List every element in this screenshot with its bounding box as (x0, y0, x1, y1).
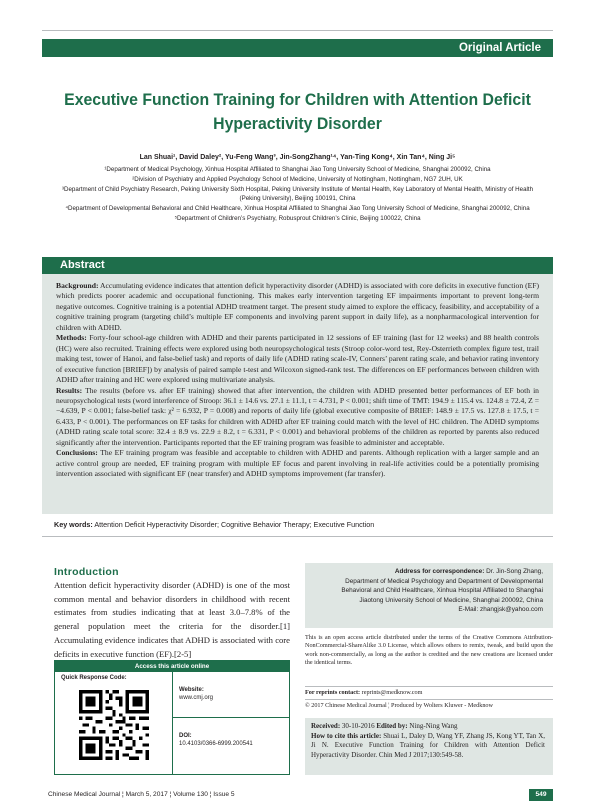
abstract-background (56, 281, 539, 333)
correspondence-header (313, 567, 543, 577)
qr-label: Quick Response Code: (61, 675, 127, 681)
affiliation-3: ³Department of Child Psychiatry Research, Peking University Sixth Hospital, Peking University Institute of Mental Health, Key Laboratory of Mental Health, Ministry of Health (Peking University), Beijing 100191, China (61, 185, 534, 203)
website-cell (173, 672, 289, 718)
keywords-label: Key words: (54, 520, 93, 529)
cite-line (311, 732, 545, 761)
cite-text: Shuai L, Daley D, Wang YF, Zhang JS, Kong YT, Tan X, Ji N. Executive Function Training for Children with Attention Deficit Hyperactivity Disorder. Chin Med J 2017;130:549-58. (311, 731, 546, 760)
page-footer (42, 789, 553, 801)
abstract-results (56, 386, 539, 449)
affiliation-2: ²Division of Psychiatry and Applied Psychology School of Medicine, University of Nottingham, Nottingham, NG7 2UH, UK (132, 175, 463, 183)
author-list: Lan Shuai¹, David Daley², Yu-Feng Wang³, Jin-SongZhang¹⁴, Yan-Ting Kong⁴, Xin Tan⁴, Ning Ji⁵ (139, 154, 456, 161)
received-line (311, 722, 545, 732)
access-online-header: Access this article online (55, 661, 289, 672)
keywords-divider (42, 536, 553, 537)
top-rule (42, 30, 553, 31)
correspondence-label: Address for correspondence: (394, 568, 485, 575)
access-online-box (54, 660, 290, 775)
introduction-text: Attention deficit hyperactivity disorder (ADHD) is one of the most common mental and behavior disorders in childhood with recent estimates from studies indicating that at least 3.0–7.8% of the general population meet the criteria for the disorder.[1] Accumulating evidence indicates that ADHD is associated with core deficits in executive function (EF).[2-5] (54, 580, 290, 659)
received-box (305, 718, 553, 775)
received-label: Received: (311, 722, 341, 730)
keywords (54, 520, 549, 530)
article-type-banner (42, 39, 553, 57)
background-text: Accumulating evidence indicates that attention deficit hyperactivity disorder (ADHD) is associated with core deficits in executive function (EF) which predicts poorer academic and occupational functioning. This makes early intervention targeting EF impairments important to prevent long-term negative outcomes. Cognitive training is a potential ADHD treatment target. The present study aimed to explore the efficacy, feasibility, and acceptability of a cognitive training program (targeting child’s multiple EF components and involving parent support in daily life), as a nonpharmacological intervention for children with ADHD. (56, 281, 539, 332)
conclusions-text: The EF training program was feasible and acceptable to children with ADHD and parents. Although replication with a larger sample and an active control group are needed, EF training program with multiple EF focus and parent involving in real-life activities could be a potentially promising intervention associated with significant EF (near transfer) and ADHD symptoms improvement (far transfer). (56, 448, 539, 479)
qr-cell (55, 672, 173, 775)
keywords-text: Attention Deficit Hyperactivity Disorder; Cognitive Behavior Therapy; Executive Function (94, 520, 375, 529)
results-label: Results: (56, 385, 83, 395)
correspondence-line-3: Jiaotong University School of Medicine, Shanghai 200092, China (359, 596, 543, 604)
reprints-line (305, 689, 422, 697)
copyright-divider (305, 699, 553, 700)
abstract-header (42, 257, 553, 274)
conclusions-label: Conclusions: (56, 448, 98, 458)
edited-label: Edited by: (376, 722, 408, 730)
abstract-methods (56, 333, 539, 385)
affiliation-4: ⁴Department of Developmental Behavioral and Child Healthcare, Xinhua Hospital Affiliated to Shanghai Jiao Tong University School of Medicine, Shanghai 200092, China (65, 205, 530, 213)
methods-text: Forty-four school-age children with ADHD and their parents participated in 12 sessions of EF training (last for 12 weeks) and 88 health controls (HC) were also recruited. Training effects were explored using both neuropsychological tests (Stroop color-word test, Rey-Osterrieth complex figure test, trail making test, tower of Hanoi, and false-belief task) and reports of daily life (ADHD rating scale-IV, Conners’ parent rating scale, and behavior rating inventory of executive function [BRIEF]) by analysis of paired sample t-test and Wilcoxon signed-rank test. The differences on EF performances between children with ADHD after training and HC were explored using multivariate analysis. (56, 333, 539, 385)
page-number: 549 (529, 789, 553, 801)
correspondence-line-2: Behavioral and Child Healthcare, Xinhua Hospital Affiliated to Shanghai (341, 587, 543, 595)
access-online-grid (55, 672, 289, 775)
access-info-cells (173, 672, 289, 775)
reprints-email[interactable]: reprints@medknow.com (361, 689, 423, 696)
abstract-conclusions (56, 448, 539, 479)
introduction-heading: Introduction (54, 566, 119, 578)
affiliations (58, 165, 537, 224)
article-type-label: Original Article (458, 42, 541, 54)
license-divider (305, 686, 553, 687)
reprints-label: For reprints contact: (305, 689, 361, 696)
footer-citation: Chinese Medical Journal ¦ March 5, 2017 ¦ Volume 130 ¦ Issue 5 (48, 791, 235, 798)
license-text: This is an open access article distributed under the terms of the Creative Commons Attribution-NonCommercial-ShareAlike 3.0 License, which allows others to remix, tweak, and build upon the work non-commercially, as long as the author is credited and the new creations are licensed under the identical terms. (305, 634, 553, 667)
affiliation-5: ⁵Department of Children’s Psychiatry, Robusprout Children’s Clinic, Beijing 100022, China (174, 214, 421, 222)
article-title: Executive Function Training for Children with Attention Deficit Hyperactivity Disorder (64, 90, 531, 133)
copyright-line: © 2017 Chinese Medical Journal ¦ Produced by Wolters Kluwer - Medknow (305, 702, 493, 709)
results-text: The results (before vs. after EF training) showed that after intervention, the children with ADHD presented better performances of EF both in neuropsychological tests (word interference of Stroop: 36.1 ± 14.6 vs. 27.1 ± 11.1, t = 4.731, P < 0.001; shift time of TMT: 194.9 ± 115.4 vs. 124.8 ± 72.4, Z = −4.639, P < 0.001; false-belief task: χ² = 6.932, P = 0.008) and reports of daily life (global executive composite of BRIEF: 148.9 ± 17.5 vs. 127.8 ± 17.5, t = 6.433, P < 0.001). The performances on EF tasks for children with ADHD after EF training could match with the level of HC children. The ADHD symptoms (ADHD rating scale total score: 32.4 ± 8.9 vs. 22.9 ± 8.2, t = 6.331, P < 0.001) and behavioral problems of the children as reported by parents also reduced significantly after the intervention. Participants reported that the EF training program was feasible to administer and acceptable. (56, 385, 539, 447)
website-link[interactable]: www.cmj.org (179, 695, 214, 701)
doi-link[interactable]: 10.4103/0366-6999.200541 (179, 741, 253, 747)
correspondence-line-1: Department of Medical Psychology and Department of Developmental (345, 577, 543, 585)
abstract-body (42, 274, 553, 514)
correspondence-email[interactable]: E-Mail: zhangjsk@yahoo.com (458, 606, 543, 614)
correspondence-name: Dr. Jin-Song Zhang, (486, 568, 543, 575)
website-label: Website: (179, 687, 204, 693)
qr-code-icon[interactable] (79, 690, 149, 760)
doi-cell (173, 718, 289, 775)
background-label: Background: (56, 281, 99, 290)
affiliation-1: ¹Department of Medical Psychology, Xinhua Hospital Affiliated to Shanghai Jiao Tong University School of Medicine, Shanghai 200092, China (104, 166, 491, 173)
cite-label: How to cite this article: (311, 731, 382, 740)
abstract-heading: Abstract (60, 259, 105, 271)
edited-by: Ning-Ning Wang (409, 722, 458, 730)
correspondence-box (305, 563, 553, 628)
doi-label: DOI: (179, 733, 192, 739)
received-date: 30-10-2016 (341, 722, 375, 730)
methods-label: Methods: (56, 333, 87, 343)
